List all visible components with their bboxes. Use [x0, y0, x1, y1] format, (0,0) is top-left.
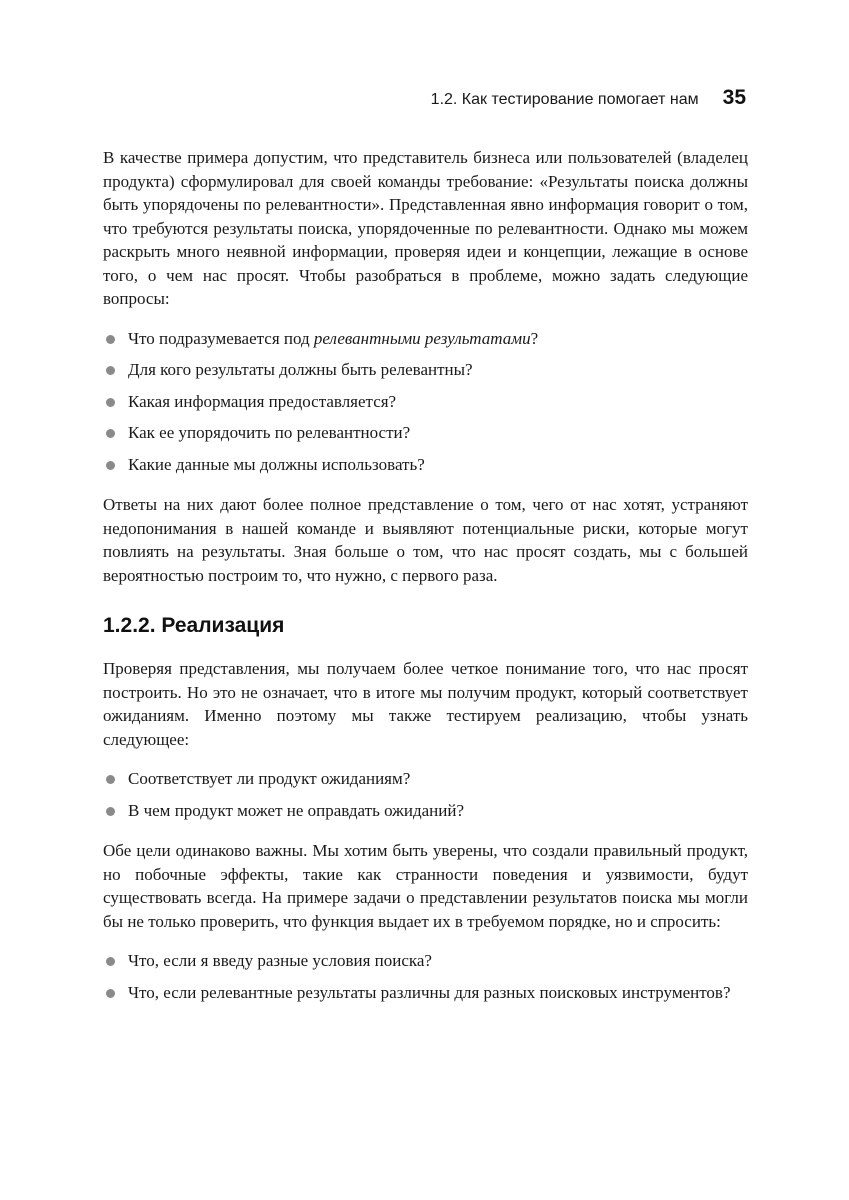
bullet-icon: [106, 461, 115, 470]
list-item-emphasis: релевантными результатами: [313, 328, 531, 348]
page-body: [103, 146, 748, 1021]
bullet-icon: [106, 807, 115, 816]
bullet-icon: [106, 335, 115, 344]
section-heading: 1.2.2. Реализация: [103, 614, 285, 637]
list-item-text-suffix: ?: [530, 328, 539, 348]
implementation-questions-list: [103, 767, 748, 822]
list-item: [103, 799, 748, 823]
final-questions-list: [103, 949, 748, 1004]
list-item: [103, 327, 748, 351]
implementation-paragraph: Проверяя представления, мы получаем более четкое понимание того, что нас просят построить. Но это не означает, что в итоге мы получим продукт, который соответствует ожиданиям. Именно поэтому мы также тестируем реализацию, чтобы узнать следующее:: [103, 659, 748, 749]
answers-paragraph: Ответы на них дают более полное представление о том, чего от нас хотят, устраняют недопонимания в нашей команде и выявляют потенциальные риски, которые могут повлиять на результаты. Зная больше о том, что нас просят создать, мы с большей вероятностью построим то, что нужно, с первого раза.: [103, 495, 748, 585]
list-item-text: Как ее упорядочить по релевантности?: [128, 423, 411, 442]
list-item: [103, 390, 748, 414]
list-item: [103, 453, 748, 477]
list-item: [103, 981, 748, 1005]
list-item-text: Какие данные мы должны использовать?: [128, 454, 425, 474]
list-item: [103, 767, 748, 791]
list-item-text: Что, если я введу разные условия поиска?: [128, 951, 432, 970]
goals-paragraph: Обе цели одинаково важны. Мы хотим быть уверены, что создали правильный продукт, но побочные эффекты, такие как странности поведения и уязвимости, будут существовать всегда. На примере задачи о представлении результатов поиска мы могли бы не только проверить, что функция выдает их в требуемом порядке, но и спросить:: [103, 841, 748, 931]
bullet-icon: [106, 366, 115, 375]
bullet-icon: [106, 957, 115, 966]
page-number: 35: [722, 86, 746, 109]
bullet-icon: [106, 429, 115, 438]
running-title: 1.2. Как тестирование помогает нам: [430, 91, 699, 108]
list-item: [103, 358, 748, 382]
list-item-text-prefix: Что подразумевается под: [128, 328, 314, 348]
list-item: [103, 949, 748, 973]
list-item-text: В чем продукт может не оправдать ожиданий?: [128, 800, 465, 820]
intro-paragraph: В качестве примера допустим, что представитель бизнеса или пользователей (владелец продукта) сформулировал для своей команды требование: «Результаты поиска должны быть упорядочены по релевантности». Представленная явно информация говорит о том, что требуются результаты поиска, упорядоченные по релевантности. Однако мы можем раскрыть много неявной информации, проверяя идеи и концепции, лежащие в основе того, о чем нас просят. Чтобы разобраться в проблеме, можно задать следующие вопросы:: [103, 148, 748, 308]
bullet-icon: [106, 989, 115, 998]
bullet-icon: [106, 775, 115, 784]
list-item-text: Соответствует ли продукт ожиданиям?: [128, 769, 411, 788]
list-item: [103, 421, 748, 445]
list-item-text: Какая информация предоставляется?: [128, 391, 397, 411]
running-header: [431, 86, 746, 110]
list-item-text: Для кого результаты должны быть релевантны?: [128, 360, 473, 379]
list-item-text: Что, если релевантные результаты различны для разных поисковых инструментов?: [128, 982, 731, 1002]
questions-list: [103, 327, 748, 477]
bullet-icon: [106, 398, 115, 407]
